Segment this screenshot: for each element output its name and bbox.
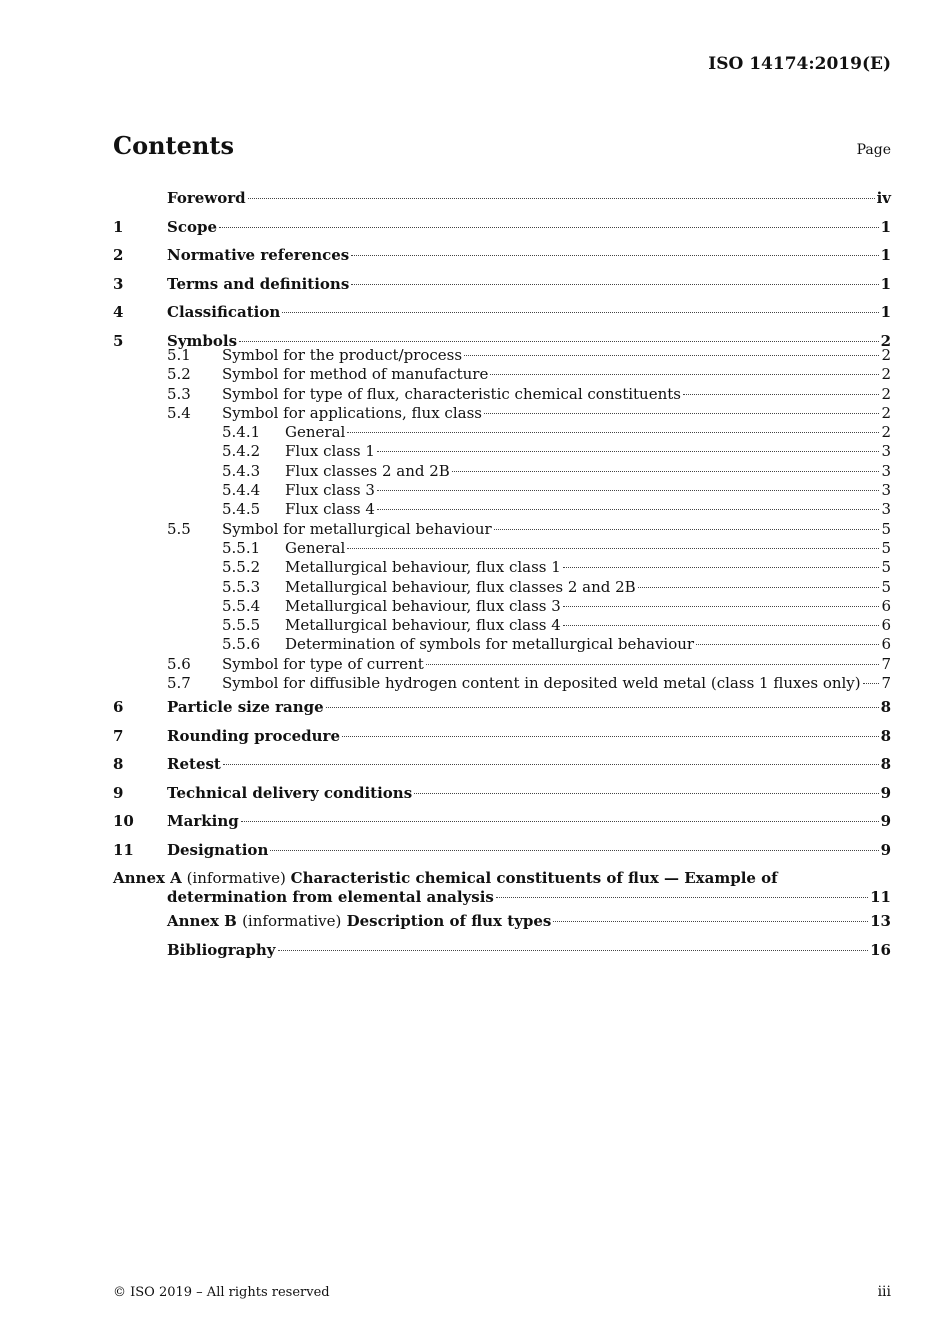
toc-entry-page: 7 xyxy=(881,674,891,693)
toc-dot-leader xyxy=(490,374,879,375)
toc-dot-leader xyxy=(696,644,879,645)
table-of-contents xyxy=(113,184,891,964)
bibliography-entry[interactable] xyxy=(113,936,891,965)
toc-entry-page: 2 xyxy=(881,423,891,442)
toc-entry-line xyxy=(222,365,891,384)
toc-entry[interactable] xyxy=(113,836,891,865)
toc-dot-leader xyxy=(863,683,880,684)
annex-a-page: 11 xyxy=(870,888,891,907)
toc-entry-title[interactable]: General xyxy=(285,538,346,557)
toc-entry-number: 5.2 xyxy=(167,365,191,384)
toc-entry-page: 9 xyxy=(880,812,891,831)
toc-entry-page: 3 xyxy=(881,442,891,461)
toc-entry[interactable] xyxy=(113,635,891,654)
toc-entry-page: 2 xyxy=(881,346,891,364)
toc-dot-leader xyxy=(351,284,878,285)
toc-entry-line xyxy=(222,520,891,539)
toc-entry-line xyxy=(167,722,891,751)
toc-dot-leader xyxy=(484,413,879,414)
toc-entry-number: 5.4.3 xyxy=(222,461,261,480)
toc-entry-line xyxy=(285,442,891,461)
toc-entry-page: 5 xyxy=(881,519,891,538)
toc-entry-line xyxy=(285,500,891,519)
toc-entry[interactable] xyxy=(113,442,891,461)
toc-entry[interactable] xyxy=(113,750,891,779)
annex-a-entry[interactable] xyxy=(113,869,891,907)
toc-entry[interactable] xyxy=(113,385,891,404)
toc-dot-leader xyxy=(553,921,868,922)
toc-entry-number: 5.5.6 xyxy=(222,635,261,654)
toc-entry[interactable] xyxy=(113,693,891,722)
toc-dot-leader xyxy=(239,341,879,342)
toc-entry-number: 10 xyxy=(113,812,134,831)
toc-entry-line xyxy=(222,674,891,693)
toc-entry-number: 4 xyxy=(113,303,124,321)
toc-entry-line xyxy=(222,346,891,365)
toc-entry-title[interactable]: Symbol for type of flux, characteristic chemical constituents xyxy=(222,384,681,403)
toc-dot-leader xyxy=(377,451,880,452)
toc-entry-title[interactable]: General xyxy=(285,423,346,442)
toc-entry[interactable] xyxy=(113,346,891,365)
toc-entry-number: 5.4.5 xyxy=(222,500,261,519)
toc-entry-title[interactable]: Foreword xyxy=(167,189,246,207)
toc-dot-leader xyxy=(683,394,879,395)
toc-entry-number: 5.5.4 xyxy=(222,596,261,615)
toc-entry-line xyxy=(167,241,891,270)
toc-entry-line xyxy=(167,836,891,865)
toc-dot-leader xyxy=(494,529,880,530)
annex-a-title-line2[interactable]: determination from elemental analysis xyxy=(167,888,494,907)
toc-entry-title[interactable]: Symbol for diffusible hydrogen content in deposited weld metal (class 1 fluxes only) xyxy=(222,674,861,693)
toc-entry-line xyxy=(285,539,891,558)
toc-entry-line xyxy=(285,423,891,442)
toc-entry-page: 9 xyxy=(880,783,891,802)
toc-dot-leader xyxy=(563,625,880,626)
toc-entry-title[interactable]: Metallurgical behaviour, flux classes 2 and 2B xyxy=(285,577,636,596)
toc-entry-number: 5.5 xyxy=(167,519,191,538)
toc-entry-line xyxy=(167,779,891,808)
toc-entry[interactable] xyxy=(113,184,891,213)
toc-entry-number: 6 xyxy=(113,698,124,717)
toc-entry-line xyxy=(167,184,891,213)
annex-a-heading xyxy=(113,869,891,888)
toc-dot-leader xyxy=(563,567,880,568)
toc-entry-title[interactable]: Determination of symbols for metallurgical behaviour xyxy=(285,635,695,654)
toc-entry[interactable] xyxy=(113,597,891,616)
toc-entry-title[interactable]: Symbol for metallurgical behaviour xyxy=(222,519,492,538)
toc-entry-line xyxy=(167,936,891,965)
toc-entry-title[interactable]: Symbol for method of manufacture xyxy=(222,365,489,384)
annex-a-label: Annex A xyxy=(113,869,182,888)
toc-entry[interactable] xyxy=(113,298,891,327)
toc-entry-page: 16 xyxy=(870,940,891,959)
toc-entry-line xyxy=(285,481,891,500)
toc-dot-leader xyxy=(342,736,879,737)
toc-dot-leader xyxy=(278,950,869,951)
toc-entry-page: 2 xyxy=(881,365,891,384)
document-id: ISO 14174:2019(E) xyxy=(708,54,891,74)
toc-entry[interactable] xyxy=(113,462,891,481)
toc-entry-page: 1 xyxy=(880,303,891,321)
annex-b-title[interactable]: Description of flux types xyxy=(346,912,552,931)
toc-entry-line xyxy=(167,907,891,936)
toc-dot-leader xyxy=(452,471,880,472)
toc-entry-title[interactable]: Technical delivery conditions xyxy=(167,783,413,802)
toc-entry-number: 2 xyxy=(113,246,124,264)
toc-entry-line xyxy=(167,807,891,836)
toc-dot-leader xyxy=(223,764,879,765)
toc-dot-leader xyxy=(377,490,880,491)
annex-b-kind: (informative) xyxy=(242,912,342,931)
toc-entry-line xyxy=(167,750,891,779)
toc-entry-line xyxy=(222,655,891,674)
annex-a-continuation xyxy=(113,888,891,907)
toc-dot-leader xyxy=(347,548,879,549)
toc-entry-number: 5.4 xyxy=(167,403,191,422)
page-title: Contents xyxy=(113,131,234,160)
toc-entry[interactable] xyxy=(113,500,891,519)
toc-dot-leader xyxy=(347,432,879,433)
toc-entry-number: 5.5.2 xyxy=(222,558,261,577)
toc-entry-page: 1 xyxy=(880,217,891,236)
toc-entry-line xyxy=(285,558,891,577)
toc-entry[interactable] xyxy=(113,270,891,299)
copyright-notice: © ISO 2019 – All rights reserved xyxy=(113,1285,330,1300)
toc-entry[interactable] xyxy=(113,779,891,808)
toc-dot-leader xyxy=(282,312,878,313)
toc-entry-title[interactable]: Symbol for the product/process xyxy=(222,346,463,364)
toc-entry-number: 3 xyxy=(113,274,124,293)
toc-entry-page: 6 xyxy=(881,635,891,654)
toc-entry-title[interactable]: Retest xyxy=(167,755,221,774)
toc-entry-page: 8 xyxy=(880,755,891,774)
toc-entry-line xyxy=(285,462,891,481)
toc-entry-line xyxy=(167,888,891,907)
toc-entry-page: 5 xyxy=(881,538,891,557)
toc-entry-number: 5 xyxy=(113,331,124,350)
annex-b-label: Annex B xyxy=(167,912,237,931)
toc-entry-title[interactable]: Rounding procedure xyxy=(167,726,340,745)
toc-entry-page: 2 xyxy=(881,403,891,422)
toc-dot-leader xyxy=(496,897,868,898)
toc-entry-number: 5.5.3 xyxy=(222,577,261,596)
toc-entry-number: 5.5.5 xyxy=(222,616,261,635)
toc-entry-page: 6 xyxy=(881,596,891,615)
toc-entry-line xyxy=(285,578,891,597)
annex-b-page: 13 xyxy=(870,912,891,931)
toc-entry[interactable] xyxy=(113,481,891,500)
toc-entry[interactable] xyxy=(113,674,891,693)
annex-b-heading xyxy=(167,907,551,936)
toc-entry-title[interactable]: Terms and definitions xyxy=(167,274,350,293)
toc-entry-title[interactable]: Designation xyxy=(167,840,269,859)
toc-entry-line xyxy=(167,298,891,327)
toc-entry-title[interactable]: Bibliography xyxy=(167,940,276,959)
toc-dot-leader xyxy=(241,821,879,822)
toc-dot-leader xyxy=(219,227,879,228)
toc-entry-title[interactable]: Particle size range xyxy=(167,698,324,717)
toc-entry-line xyxy=(167,213,891,242)
toc-entry-number: 5.4.1 xyxy=(222,423,261,442)
toc-entry[interactable] xyxy=(113,722,891,751)
toc-entry-number: 5.5.1 xyxy=(222,538,261,557)
toc-entry-page: 7 xyxy=(881,654,891,673)
toc-entry[interactable] xyxy=(113,807,891,836)
toc-entry-title[interactable]: Flux class 3 xyxy=(285,481,375,500)
toc-entry[interactable] xyxy=(113,520,891,539)
toc-dot-leader xyxy=(426,664,880,665)
toc-entry-line xyxy=(285,635,891,654)
toc-entry-number: 1 xyxy=(113,217,124,236)
toc-entry-title[interactable]: Flux class 1 xyxy=(285,442,375,461)
toc-entry-line xyxy=(285,616,891,635)
toc-entry-title[interactable]: Flux classes 2 and 2B xyxy=(285,461,450,480)
toc-entry[interactable] xyxy=(113,241,891,270)
toc-entry[interactable] xyxy=(113,213,891,242)
toc-entry-number: 5.7 xyxy=(167,674,191,693)
toc-entry-page: 5 xyxy=(881,558,891,577)
annex-a-title-line1[interactable]: Characteristic chemical constituents of flux — Example of xyxy=(290,869,778,888)
toc-entry-page: 8 xyxy=(880,726,891,745)
toc-entry-page: 3 xyxy=(881,461,891,480)
toc-entry-page: iv xyxy=(876,189,891,207)
toc-entry-page: 2 xyxy=(880,331,891,350)
toc-entry-number: 7 xyxy=(113,726,124,745)
toc-entry-title[interactable]: Metallurgical behaviour, flux class 4 xyxy=(285,616,561,635)
toc-dot-leader xyxy=(326,707,879,708)
toc-entry[interactable] xyxy=(113,539,891,558)
toc-entry-number: 11 xyxy=(113,840,134,859)
toc-dot-leader xyxy=(270,850,878,851)
toc-entry[interactable] xyxy=(113,578,891,597)
toc-entry-page: 9 xyxy=(880,840,891,859)
page-number: iii xyxy=(877,1284,891,1300)
annex-b-entry[interactable] xyxy=(113,907,891,936)
toc-entry-title[interactable]: Marking xyxy=(167,812,239,831)
toc-entry-line xyxy=(222,385,891,404)
toc-entry-number: 8 xyxy=(113,755,124,774)
toc-entry[interactable] xyxy=(113,365,891,384)
toc-entry[interactable] xyxy=(113,655,891,674)
toc-entry-number: 9 xyxy=(113,783,124,802)
toc-entry-line xyxy=(222,404,891,423)
toc-entry-page: 6 xyxy=(881,616,891,635)
toc-entry-page: 2 xyxy=(881,384,891,403)
toc-entry-title[interactable]: Symbol for applications, flux class xyxy=(222,403,482,422)
toc-dot-leader xyxy=(464,355,879,356)
toc-entry-line xyxy=(167,270,891,299)
page-column-label: Page xyxy=(856,142,891,158)
toc-entry-number: 5.1 xyxy=(167,346,191,364)
toc-entry-page: 5 xyxy=(881,577,891,596)
toc-entry-title[interactable]: Metallurgical behaviour, flux class 3 xyxy=(285,596,561,615)
toc-dot-leader xyxy=(638,587,880,588)
toc-entry-number: 5.3 xyxy=(167,384,191,403)
toc-entry-title[interactable]: Metallurgical behaviour, flux class 1 xyxy=(285,558,561,577)
toc-entry-title[interactable]: Symbol for type of current xyxy=(222,654,424,673)
annex-a-kind: (informative) xyxy=(186,869,286,888)
toc-dot-leader xyxy=(414,793,878,794)
toc-entry-page: 3 xyxy=(881,481,891,500)
toc-entry[interactable] xyxy=(113,616,891,635)
toc-entry-page: 1 xyxy=(880,274,891,293)
toc-entry-page: 1 xyxy=(880,246,891,264)
toc-entry-number: 5.4.2 xyxy=(222,442,261,461)
toc-dot-leader xyxy=(563,606,880,607)
toc-entry-number: 5.4.4 xyxy=(222,481,261,500)
toc-entry-title[interactable]: Scope xyxy=(167,217,218,236)
toc-entry-title[interactable]: Symbols xyxy=(167,331,238,350)
toc-dot-leader xyxy=(248,198,875,199)
toc-entry-title[interactable]: Classification xyxy=(167,303,281,321)
toc-entry-title[interactable]: Flux class 4 xyxy=(285,500,375,519)
toc-entry-page: 8 xyxy=(880,698,891,717)
toc-entry-page: 3 xyxy=(881,500,891,519)
toc-entry-number: 5.6 xyxy=(167,654,191,673)
toc-dot-leader xyxy=(351,255,878,256)
toc-entry[interactable] xyxy=(113,558,891,577)
toc-entry-line xyxy=(167,693,891,722)
toc-entry[interactable] xyxy=(113,404,891,423)
toc-entry[interactable] xyxy=(113,423,891,442)
toc-dot-leader xyxy=(377,509,880,510)
toc-entry-line xyxy=(285,597,891,616)
toc-entry-title[interactable]: Normative references xyxy=(167,246,350,264)
